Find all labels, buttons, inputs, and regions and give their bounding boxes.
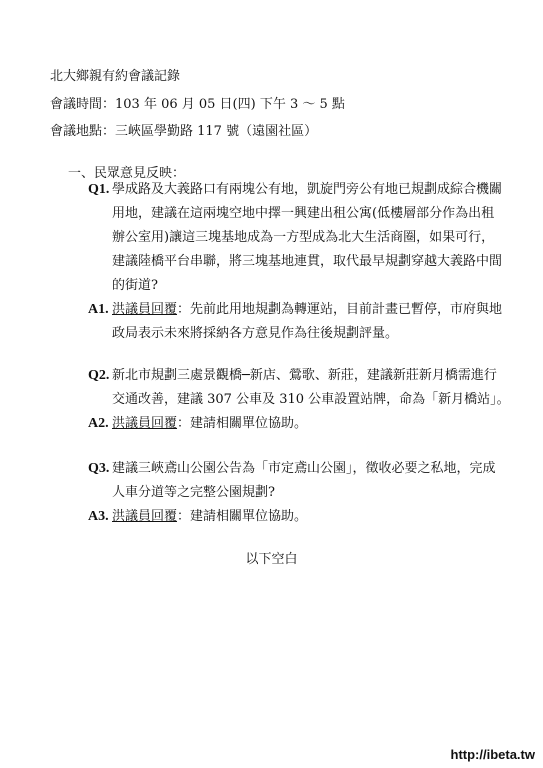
question-row [88,388,510,412]
end-of-content-note: 以下空白 [245,552,298,567]
answer-row [88,322,498,346]
question-row [88,178,503,202]
meeting-place: 會議地點：三峽區學勤路 117 號（遠園社區） [50,124,318,139]
answer-speaker: 洪議員回覆 [112,416,178,431]
question-label: Q1. [88,182,110,197]
qa-item-1 [88,178,503,346]
question-row [88,364,498,388]
answer-row [88,505,498,529]
answer-text: ：先前此用地規劃為轉運站，目前計畫已暫停，市府與地 [177,302,503,317]
question-row [88,250,503,274]
question-line: 辦公室用)讓這三塊基地成為一方型成為北大生活商圈，如果可行， [112,230,495,245]
qa-item-2 [88,364,510,436]
answer-speaker: 洪議員回覆 [112,302,178,317]
question-label: Q3. [88,461,110,476]
qa-item-3 [88,457,498,529]
question-line: 建議陸橋平台串聯，將三塊基地連貫，取代最早規劃穿越大義路中間 [112,254,503,269]
site-watermark: http://ibeta.tw [450,747,535,762]
answer-row [88,412,498,436]
answer-text: ：建請相關單位協助。 [177,509,308,524]
question-row [88,226,498,250]
question-line: 學成路及大義路口有兩塊公有地，凱旋門旁公有地已規劃成綜合機關 [112,182,503,197]
question-row [88,481,498,505]
question-line: 用地，建議在這兩塊空地中擇一興建出租公寓(低樓層部分作為出租 [112,206,495,221]
question-line: 交通改善，建議 307 公車及 310 公車設置站牌，命為「新月橋站」。 [112,392,510,407]
question-row [88,274,498,298]
question-line: 的街道? [112,278,158,293]
section-title: 一、民眾意見反映： [68,166,186,181]
answer-text: ：建請相關單位協助。 [177,416,308,431]
answer-speaker: 洪議員回覆 [112,509,178,524]
question-line: 新北市規劃三處景觀橋─新店、鶯歌、新莊，建議新莊新月橋需進行 [112,368,497,383]
question-line: 人車分道等之完整公園規劃? [112,485,275,500]
meeting-time: 會議時間：103 年 06 月 05 日(四) 下午 3 ～ 5 點 [50,97,345,112]
question-row [88,457,498,481]
question-line: 建議三峽鳶山公園公告為「市定鳶山公園」，徵收必要之私地，完成 [112,461,496,476]
answer-line: 政局表示未來將採納各方意見作為往後規劃評量。 [112,326,399,341]
document-title: 北大鄉親有約會議記錄 [50,69,181,84]
question-row [88,202,498,226]
answer-row [88,298,503,322]
question-label: Q2. [88,368,110,383]
answer-label: A2. [88,416,109,431]
answer-label: A3. [88,509,109,524]
answer-label: A1. [88,302,109,317]
